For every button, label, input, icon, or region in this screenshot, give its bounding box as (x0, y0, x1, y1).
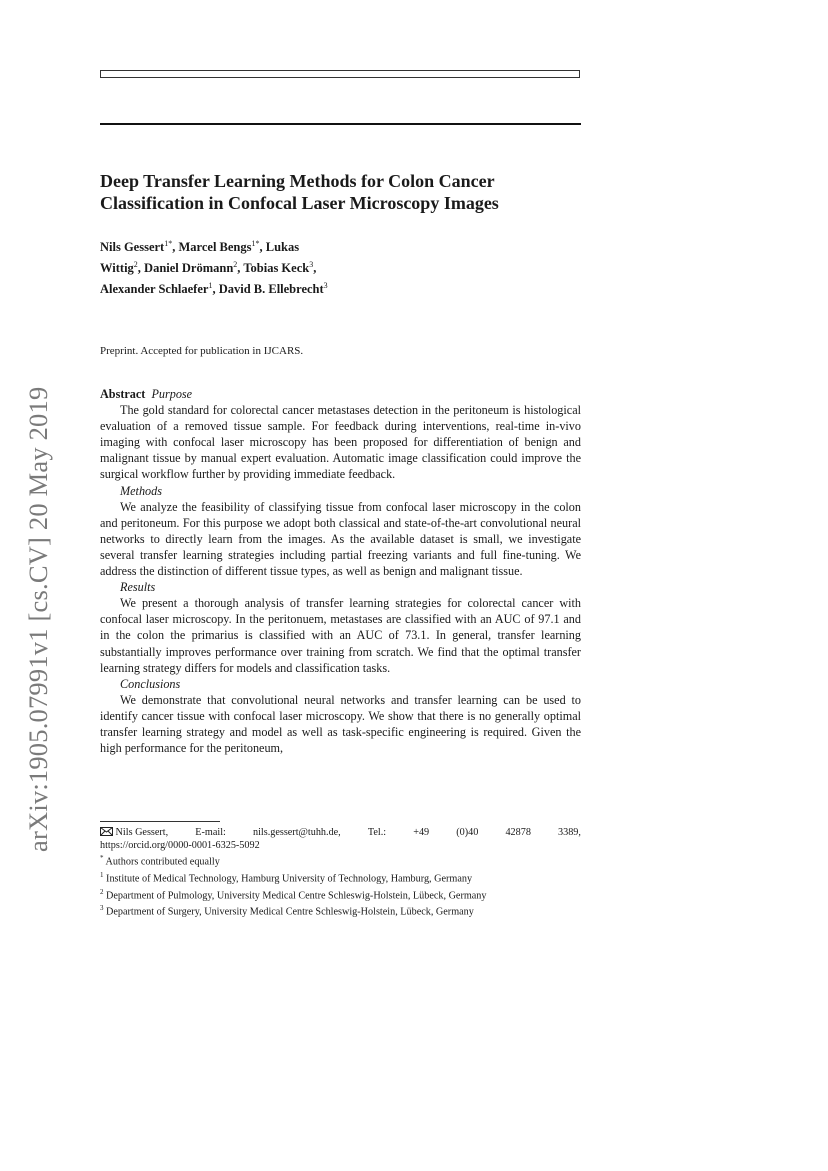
header-rule (100, 123, 581, 125)
affiliation-2 (100, 886, 581, 903)
footnote-rule (100, 821, 220, 822)
purpose-heading: Purpose (151, 387, 193, 401)
journal-header-box (100, 70, 580, 78)
methods-text: We analyze the feasibility of classifying tissue from confocal laser microscopy in the colon and peritoneum. For this purpose we adopt both classical and state-of-the-art convolutional neural networks to directly learn from the images. As the available dataset is small, we investigate several transfer learning strategies including partial freezing variants and full fine-tuning. We address the distinction of different tissue types, as well as benign and malignant tissue. (100, 499, 581, 579)
author-affiliation-marker: 1* (251, 239, 260, 248)
author-name: David B. Ellebrecht (218, 282, 324, 297)
title-line-1: Deep Transfer Learning Methods for Colon Cancer (100, 171, 495, 191)
author-separator: , (137, 261, 145, 276)
conclusions-text: We demonstrate that convolutional neural networks and transfer learning can be used to identify cancer tissue with confocal laser microscopy. We show that there is no generally optimal transfer learning strategy and model as well as task-specific engineering is required. Given the high performance for the peritoneum, (100, 692, 581, 756)
author-affiliation-marker: 3 (309, 260, 314, 270)
author-name: Nils Gessert (100, 240, 165, 255)
footnote-marker: * (100, 854, 104, 863)
affiliation-3 (100, 902, 581, 919)
contact-tel-label: Tel.: (367, 827, 387, 838)
author-affiliation-marker: 2 (133, 260, 138, 270)
methods-heading: Methods (120, 483, 162, 498)
orcid-link[interactable]: https://orcid.org/0000-0001-6325-5092 (100, 840, 260, 852)
author-affiliation-marker: 1* (164, 239, 173, 248)
contact-name-group (100, 826, 168, 839)
author-affiliation-marker: 2 (233, 260, 238, 270)
footnotes (100, 826, 581, 919)
title-line-2: Classification in Confocal Laser Microscopy Images (100, 193, 499, 213)
author-line-3 (100, 277, 500, 298)
equal-contribution-note (100, 852, 581, 869)
abstract (100, 386, 581, 756)
contact-name: Nils Gessert, (115, 827, 169, 838)
affiliation-1 (100, 869, 581, 886)
author-separator: , (212, 282, 219, 297)
affiliation-text: Department of Pulmology, University Medical Centre Schleswig-Holstein, Lübeck, Germany (106, 889, 487, 901)
results-text: We present a thorough analysis of transfer learning strategies for colorectal cancer with confocal laser microscopy. In the peritonuem, metastases are classified with an AUC of 97.1 and in the colon the primarius is classified with an AUC of 73.1. In general, transfer learning substantially improves performance over training from scratch. We find that the optimal transfer learning strategy differs for models and classification tasks. (100, 596, 581, 675)
paper-title (100, 170, 590, 214)
footnote-marker: 1 (100, 871, 104, 879)
author-name: , Lukas (259, 240, 300, 255)
author-name: Daniel Drömann (144, 261, 234, 276)
footnote-text: Authors contributed equally (105, 856, 220, 868)
contact-tel-part: +49 (413, 827, 430, 838)
contact-tel-part: (0)40 (456, 827, 479, 838)
author-name: Wittig (100, 261, 134, 276)
purpose-text: The gold standard for colorectal cancer metastases detection in the peritoneum is histological evaluation of a removed tissue sample. For feedback during interventions, real-time in-vivo imaging with confocal laser microscopy has been proposed for differentiation of benign and malignant tissue by manual expert evaluation. Automatic image classification could improve the surgical workflow further by providing immediate feedback. (100, 403, 581, 482)
footnote-marker: 3 (100, 904, 104, 913)
contact-tel-part: 3389, (558, 827, 581, 838)
footnote-marker: 2 (100, 887, 104, 896)
author-affiliation-marker: 3 (323, 281, 328, 291)
arxiv-identifier-stamp: arXiv:1905.07991v1 [cs.CV] 20 May 2019 (23, 386, 53, 852)
preprint-note: Preprint. Accepted for publication in IJCARS. (100, 345, 304, 357)
abstract-label: Abstract (100, 387, 146, 401)
conclusions-heading: Conclusions (120, 676, 181, 691)
contact-email[interactable]: nils.gessert@tuhh.de, (252, 827, 341, 838)
author-name: Tobias Keck (243, 261, 310, 276)
affiliation-text: Institute of Medical Technology, Hamburg University of Technology, Hamburg, Germany (106, 873, 473, 885)
abstract-heading (100, 386, 581, 402)
author-name: Alexander Schlaefer (100, 282, 209, 297)
corresponding-author-line (100, 826, 581, 839)
contact-email-label: E-mail: (195, 827, 226, 838)
affiliation-text: Department of Surgery, University Medical Centre Schleswig-Holstein, Lübeck, Germany (106, 906, 474, 918)
author-separator: , (313, 261, 317, 276)
author-list (100, 235, 500, 298)
author-line-2 (100, 256, 500, 277)
author-line-1 (100, 235, 500, 256)
envelope-icon (100, 827, 113, 836)
contact-tel-part: 42878 (505, 827, 531, 838)
author-separator: , (172, 240, 179, 255)
author-separator: , (237, 261, 244, 276)
author-name: Marcel Bengs (178, 240, 252, 255)
author-affiliation-marker: 1 (208, 281, 213, 291)
results-heading: Results (120, 580, 156, 595)
